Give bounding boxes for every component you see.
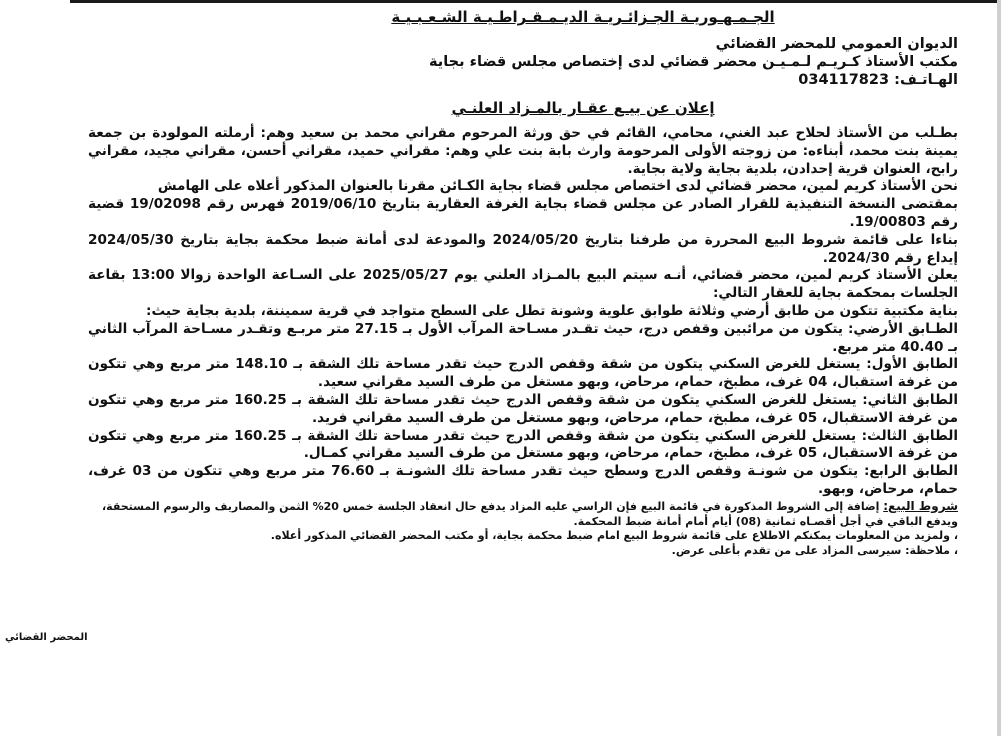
notice-document bbox=[88, 8, 958, 559]
phone-number: 034117823 bbox=[798, 72, 890, 88]
paragraph-requester: بطـلب من الأستاذ لحلاح عبد الغني، محامي، القائم في حق ورثة المرحوم مقراني محمد بن سعيد وهم: أرملته المولودة بن جمعة يمينة بنت محمد، أبناءه: من زوجته الأولى المرحومة وارث بابة بنت علي وهم: مقراني حميد، مقراني أحسن، مقراني مجيد، مقراني رابح، العنوان قرية إحدادن، بلدية بجاية ولاية بجاية. bbox=[88, 125, 958, 177]
paragraph-decision: بمقتضى النسخة التنفيذية للقرار الصادر عن مجلس قضاء بجاية الغرفة العقارية بتاريخ 2019/06/10 فهرس رقم 19/02098 قضية رقم 19/00803. bbox=[88, 196, 958, 230]
paragraph-ground-floor: الطـابق الأرضي: يتكون من مرائبين وقفص درج، حيث تقـدر مسـاحة المرآب الأول بـ 27.15 متر مربـع وتقـدر مسـاحة المرآب الثاني بـ 40.40 متر مربع. bbox=[88, 320, 959, 355]
phone-line bbox=[88, 71, 958, 89]
cabinet-name: مكتب الأستاذ كـريـم لـمـيـن محضر قضائي لدى إختصاص مجلس قضاء بجاية bbox=[429, 54, 958, 70]
notice-title: إعلان عن بيـع عقـار بالمـزاد العلنـي bbox=[451, 99, 715, 117]
paragraph-building: بناية مكتبية تتكون من طابق أرضي وثلاثة طوابق علوية وشونة تطل على السطح متواجد في قرية سميننة، بلدية بجاية حيث: bbox=[146, 302, 958, 319]
paragraph-first-floor: الطابق الأول: يستغل للغرض السكني يتكون من شقة وقفص الدرج حيث تقدر مساحة تلك الشقة بـ 148.10 متر مربع وهي تتكون من غرفة استقبال، 04 غرف، مطبخ، حمام، مرحاض، وبهو مستغل من طرف السيد مقراني سعيد. bbox=[88, 356, 958, 391]
paragraph-sale-date: يعلن الأستاذ كريم لمين، محضر قضائي، أنـه سيتم البيع بالمـزاد العلني يوم 2025/05/27 على السـاعة الواحدة زوالا 13:00 بقاعة الجلسات بمحكمة بجاية للعقار التالي: bbox=[88, 267, 958, 302]
note: ، ملاحظة: سيرسى المزاد على من تقدم بأعلى عرض. bbox=[671, 544, 958, 558]
phone-label: الهـاتـف: bbox=[894, 72, 958, 88]
sale-conditions bbox=[88, 499, 958, 530]
scan-edge bbox=[997, 0, 1001, 736]
signature-block bbox=[0, 632, 870, 643]
top-border-line bbox=[70, 0, 1001, 3]
paragraph-bailiff: نحن الأستاذ كريم لمين، محضر قضائي لدى اختصاص مجلس قضاء بجاية الكـائن مقرنا بالعنوان المذكور أعلاه على الهامش bbox=[157, 178, 958, 195]
signature-label: المحضر القضائي bbox=[5, 632, 88, 643]
republic-heading: الجـمـهـوريـة الجـزائـريـة الديـمـقـراطـيـة الشـعـبـيـة bbox=[391, 8, 775, 26]
paragraph-second-floor: الطابق الثاني: يستغل للغرض السكني يتكون من شقة وقفص الدرج حيث تقدر مساحة تلك الشقة بـ 160.25 متر مربع وهي تتكون من غرفة الاستقبال، 05 غرف، مطبخ، حمام، مرحاض، وبهو مستغل من طرف السيد مقراني فريد. bbox=[88, 391, 958, 426]
paragraph-fourth-floor: الطابق الرابع: يتكون من شونـة وقفص الدرج وسطح حيث تقدر مساحة تلك الشونـة بـ 76.60 متر مربع وهي تتكون من 03 غرف، حمام، مرحاض، وبهو. bbox=[88, 463, 958, 497]
paragraph-third-floor: الطابق الثالث: يستغل للغرض السكني يتكون من شقة وقفص الدرج حيث تقدر مساحة تلك الشقة بـ 160.25 متر مربع وهي تتكون من غرفة الاستقبال، 05 غرف، مطبخ، حمام، مرحاض، وبهو مستغل من طرف السيد مقراني كمـال. bbox=[88, 427, 958, 462]
paragraph-conditions-list: بناءا على قائمة شروط البيع المحررة من طرفنا بتاريخ 2024/05/20 والمودعة لدى أمانة ضبط محكمة بجاية بتاريخ 2024/05/30 إيداع رقم 2024/30. bbox=[88, 231, 958, 266]
sale-conditions-text: إضافة إلى الشروط المذكورة في قائمة البيع فإن الراسي عليه المزاد يدفع حال انعقاد الجلسة خمس 20% الثمن والمصاريف والرسوم المستحقة، ويدفع الباقي في أجل أقصـاه ثمانية (08) أيام أمام أمانة ضبط المحكمة. bbox=[101, 499, 958, 528]
office-name: الديوان العمومي للمحضر القضائي bbox=[715, 36, 958, 52]
sale-conditions-label: شروط البيع: bbox=[883, 498, 958, 513]
more-info: ، ولمزيد من المعلومات يمكنكم الاطلاع على قائمة شروط البيع امام ضبط محكمة بجاية، أو مكتب المحضر القضائي المذكور أعلاه. bbox=[270, 529, 958, 543]
